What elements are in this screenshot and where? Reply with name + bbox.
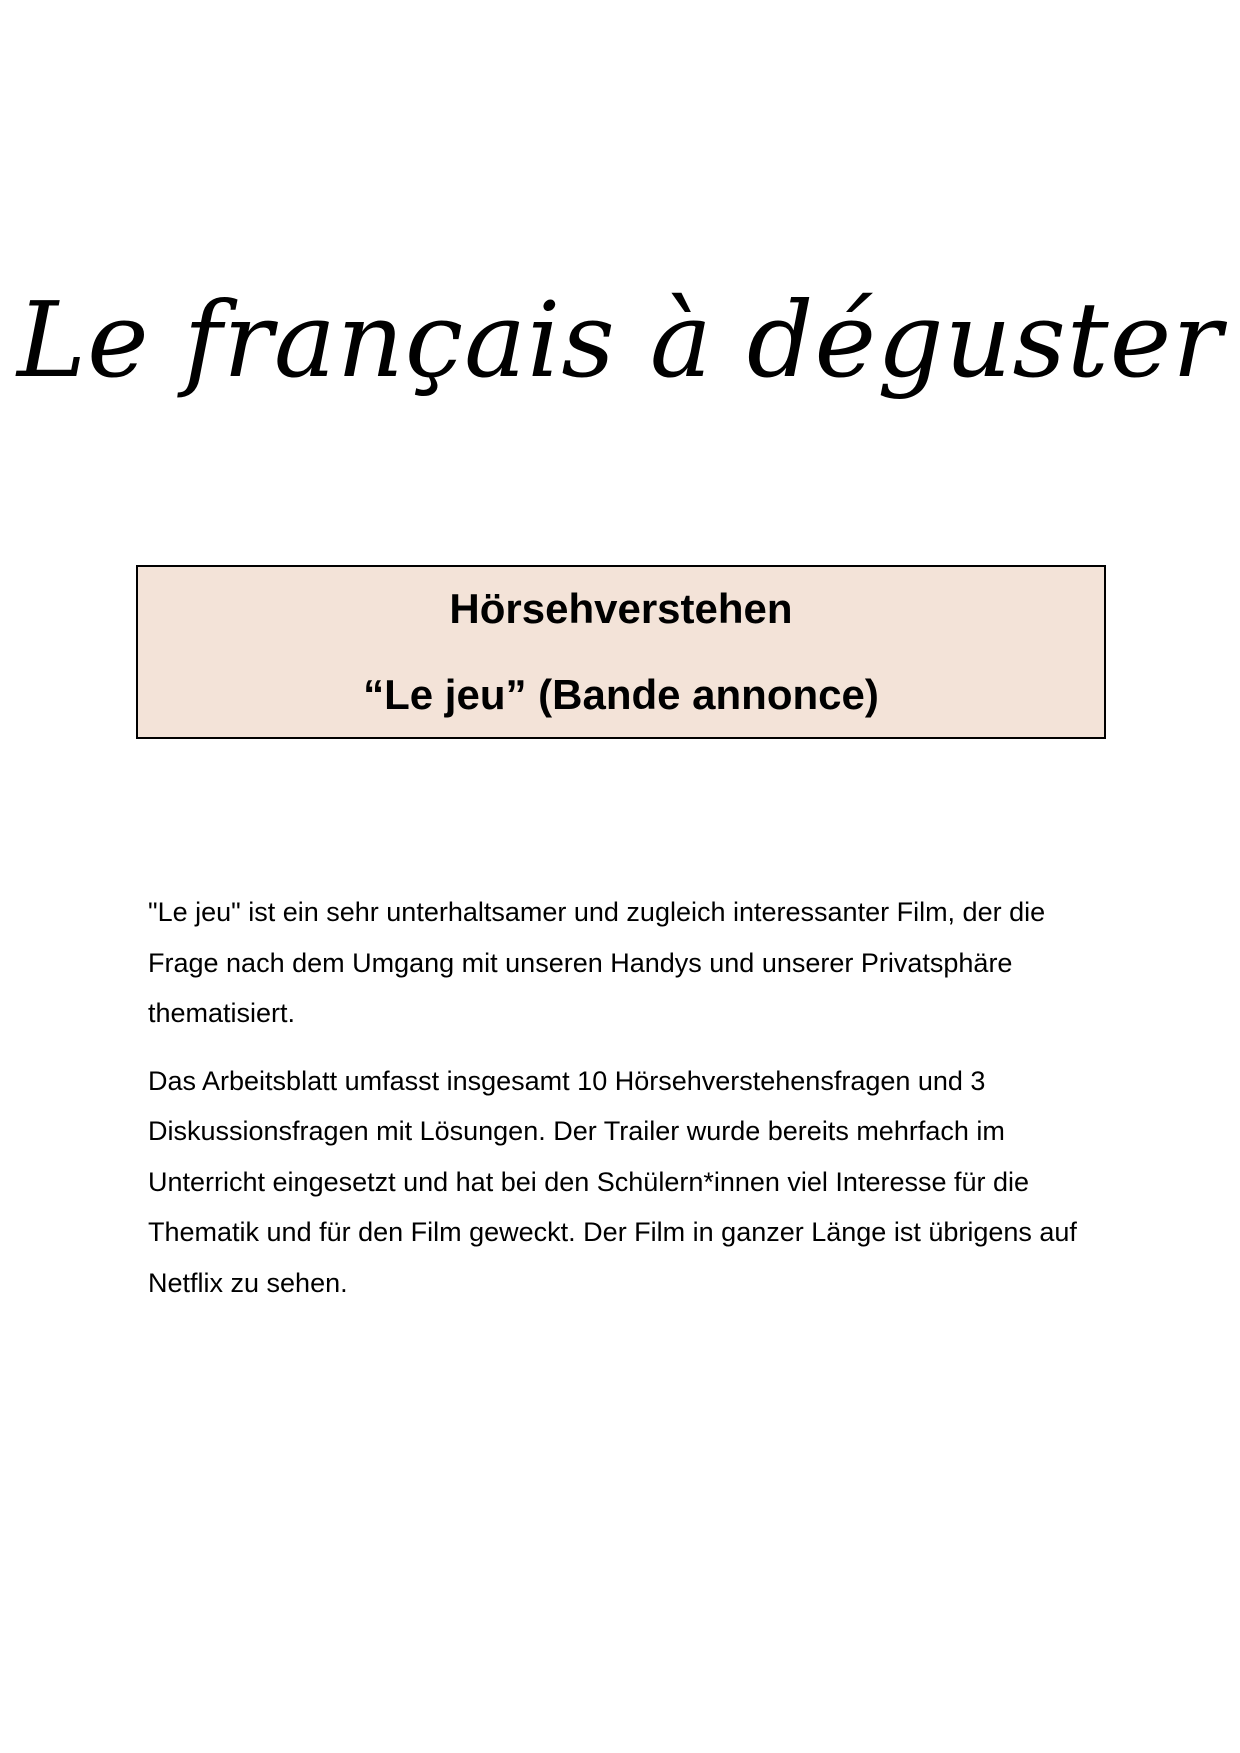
body-text [148,887,1098,1325]
paragraph-details: Das Arbeitsblatt umfasst insgesamt 10 Hörsehverstehensfragen und 3 Diskussionsfragen mit Lösungen. Der Trailer wurde bereits mehrfach im Unterricht eingesetzt und hat bei den Schülern*innen viel Interesse für die Thematik und für den Film geweckt. Der Film in ganzer Länge ist übrigens auf Netflix zu sehen. [148,1065,1077,1298]
title-box [136,565,1106,739]
document-heading: Hörsehverstehen [449,585,793,632]
brand-title: Le français à déguster [17,279,1223,401]
document-subheading: “Le jeu” (Bande annonce) [363,671,879,718]
paragraph-intro: "Le jeu" ist ein sehr unterhaltsamer und zugleich interessanter Film, der die Frage nach dem Umgang mit unseren Handys und unserer Privatsphäre thematisiert. [148,897,1046,1028]
